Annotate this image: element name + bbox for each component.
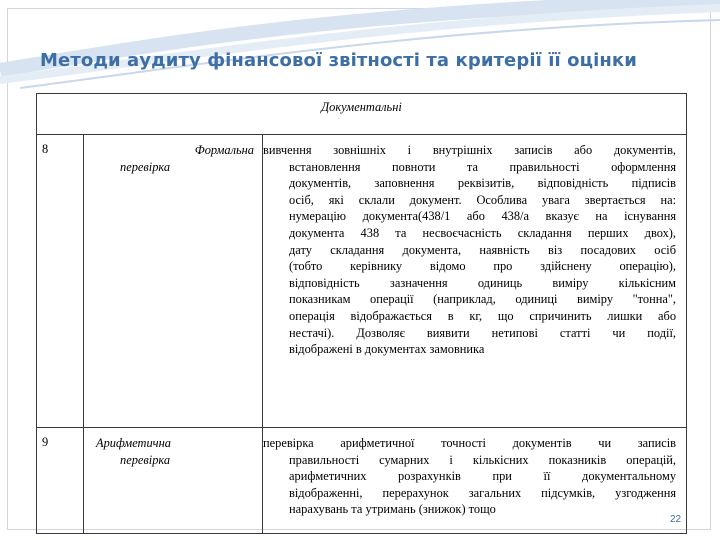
row-number: 9	[37, 428, 84, 534]
description-line: дату складання документа, наявність віз посадових осіб	[289, 242, 677, 257]
description-line: документа 438 та несвоєчасність складання перших двох),	[289, 225, 677, 240]
method-name-line: перевірка	[120, 452, 171, 467]
section-header-label: Документальні	[321, 100, 402, 114]
description-line: відображенні, перерахунок загальних підсумків, узгодження	[289, 485, 677, 500]
table-row	[37, 428, 687, 534]
method-name	[84, 428, 263, 534]
table-header-row	[37, 94, 687, 135]
description-line: операція відображається в кг, що спричинить лишки або	[289, 308, 677, 323]
description-line: нумерацію документа(438/1 або 438/а вказує на існування	[289, 209, 677, 224]
description-line: перевірка арифметичної точності документів чи записів	[263, 436, 677, 450]
description-line: встановлення повноти та правильності оформлення	[289, 159, 677, 174]
description-line: відповідність зазначення одиниць виміру кількісним	[289, 275, 677, 290]
method-description	[263, 428, 687, 534]
methods-table	[36, 93, 687, 534]
method-name-line: Арифметична	[96, 436, 171, 450]
description-line: показникам операції (наприклад, одиниці виміру "тонна",	[289, 292, 677, 307]
description-line: нарахувань та утримань (знижок) тощо	[289, 502, 496, 517]
method-description	[263, 135, 687, 428]
description-line: відображені в документах замовника	[289, 342, 485, 357]
description-line: документів, заповнення реквізитів, відповідність підписів	[289, 176, 677, 191]
description-line: арифметичних розрахунків при її документальному	[289, 469, 677, 484]
table-row	[37, 135, 687, 428]
description-line: нестачі). Дозволяє виявити нетипові статті чи події,	[289, 325, 677, 340]
method-name-line: перевірка	[120, 159, 171, 174]
method-name-line: Формальна	[194, 143, 254, 157]
description-line: вивчення зовнішніх і внутрішніх записів або документів,	[263, 143, 677, 157]
page-number: 22	[670, 514, 682, 525]
description-line: правильності сумарних і кількісних показників операцій,	[289, 452, 677, 467]
section-header	[37, 94, 687, 135]
description-line: (тобто керівнику відомо про здійснену операцію),	[289, 259, 677, 274]
slide-title: Методи аудиту фінансової звітності та критерії її оцінки	[40, 50, 637, 71]
method-name	[84, 135, 263, 428]
row-number: 8	[37, 135, 84, 428]
description-line: осіб, які склали документ. Особлива увага звертається на:	[289, 192, 677, 207]
